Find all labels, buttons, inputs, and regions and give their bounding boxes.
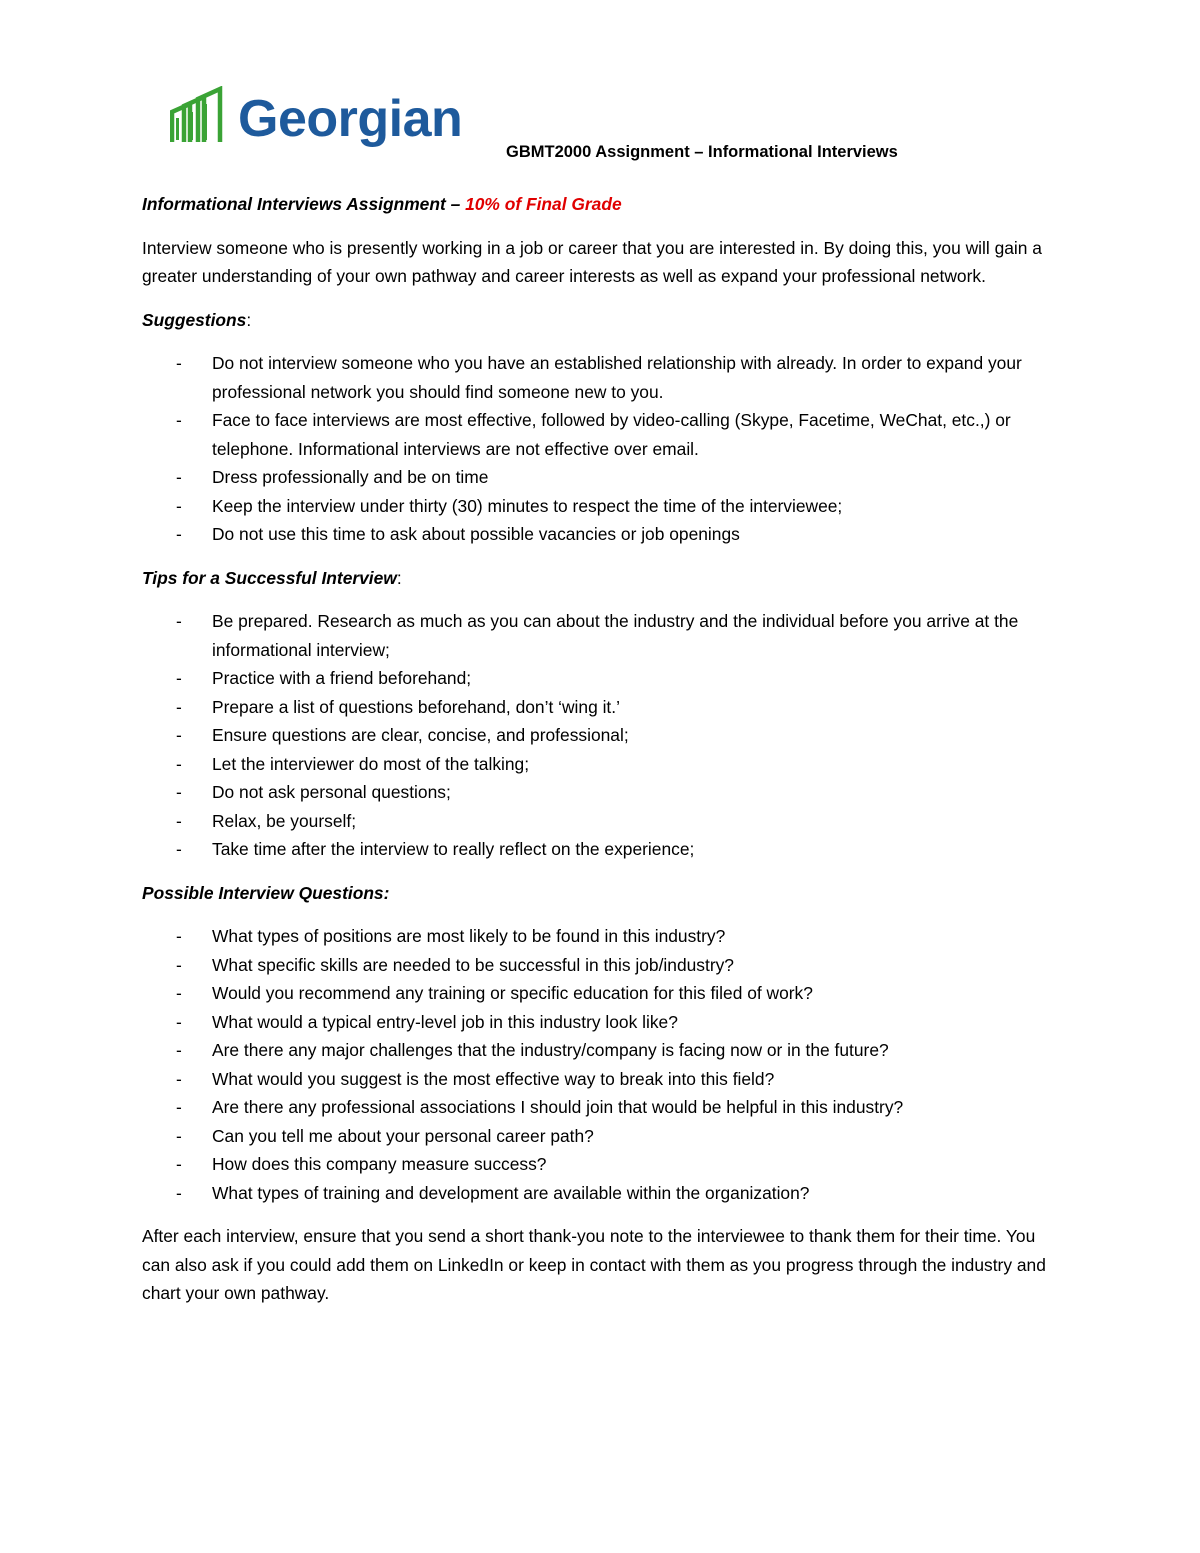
georgian-logo	[170, 86, 463, 148]
list-item: - Face to face interviews are most effective, followed by video-calling (Skype, Facetime, WeChat, etc.,) or telephone. Informational interviews are not effective over email.	[142, 406, 1062, 463]
list-item: - What types of positions are most likely to be found in this industry?	[142, 922, 1062, 951]
grade-weight: 10% of Final Grade	[465, 194, 622, 214]
list-item: - Take time after the interview to really reflect on the experience;	[142, 835, 1062, 864]
list-item: - Are there any professional associations I should join that would be helpful in this industry?	[142, 1093, 1062, 1122]
tips-heading: Tips for a Successful Interview:	[142, 567, 402, 588]
tips-list	[142, 607, 1062, 864]
list-item: - Do not interview someone who you have an established relationship with already. In order to expand your professional network you should find someone new to you.	[142, 349, 1062, 406]
questions-heading: Possible Interview Questions:	[142, 882, 390, 903]
list-item: - Relax, be yourself;	[142, 807, 1062, 836]
list-item: - What specific skills are needed to be successful in this job/industry?	[142, 951, 1062, 980]
list-item: - Dress professionally and be on time	[142, 463, 1062, 492]
tips-heading-label: Tips for a Successful Interview	[142, 567, 397, 588]
logo-wordmark: Georgian	[238, 90, 463, 148]
list-item: - Ensure questions are clear, concise, and professional;	[142, 721, 1062, 750]
list-item: - How does this company measure success?	[142, 1150, 1062, 1179]
list-item: - Keep the interview under thirty (30) minutes to respect the time of the interviewee;	[142, 492, 1062, 521]
georgian-logo-mark-icon	[170, 86, 232, 144]
list-item: - Be prepared. Research as much as you can about the industry and the individual before you arrive at the informational interview;	[142, 607, 1062, 664]
suggestions-heading-label: Suggestions	[142, 309, 247, 330]
list-item: - Are there any major challenges that the industry/company is facing now or in the future?	[142, 1036, 1062, 1065]
closing-paragraph: After each interview, ensure that you send a short thank-you note to the interviewee to thank them for their time. You can also ask if you could add them on LinkedIn or keep in contact with them as you progress through the industry and chart your own pathway.	[142, 1226, 1046, 1303]
document-body	[142, 190, 1062, 1308]
list-item: - Let the interviewer do most of the talking;	[142, 750, 1062, 779]
list-item: - Practice with a friend beforehand;	[142, 664, 1062, 693]
questions-list	[142, 922, 1062, 1207]
list-item: - Do not ask personal questions;	[142, 778, 1062, 807]
assignment-heading-label: Informational Interviews Assignment –	[142, 194, 466, 214]
intro-paragraph: Interview someone who is presently working in a job or career that you are interested in. By doing this, you will gain a greater understanding of your own pathway and career interests as well as expand your professional network.	[142, 237, 1042, 286]
list-item: - Can you tell me about your personal career path?	[142, 1122, 1062, 1151]
list-item: - What would a typical entry-level job in this industry look like?	[142, 1008, 1062, 1037]
list-item: - Prepare a list of questions beforehand, don’t ‘wing it.’	[142, 693, 1062, 722]
list-item: - What types of training and development are available within the organization?	[142, 1179, 1062, 1208]
document-title: GBMT2000 Assignment – Informational Interviews	[506, 143, 898, 161]
list-item: - Would you recommend any training or specific education for this filed of work?	[142, 979, 1062, 1008]
list-item: - What would you suggest is the most effective way to break into this field?	[142, 1065, 1062, 1094]
list-item: - Do not use this time to ask about possible vacancies or job openings	[142, 520, 1062, 549]
suggestions-list	[142, 349, 1062, 549]
assignment-heading	[142, 190, 1062, 219]
suggestions-heading: Suggestions:	[142, 309, 252, 330]
